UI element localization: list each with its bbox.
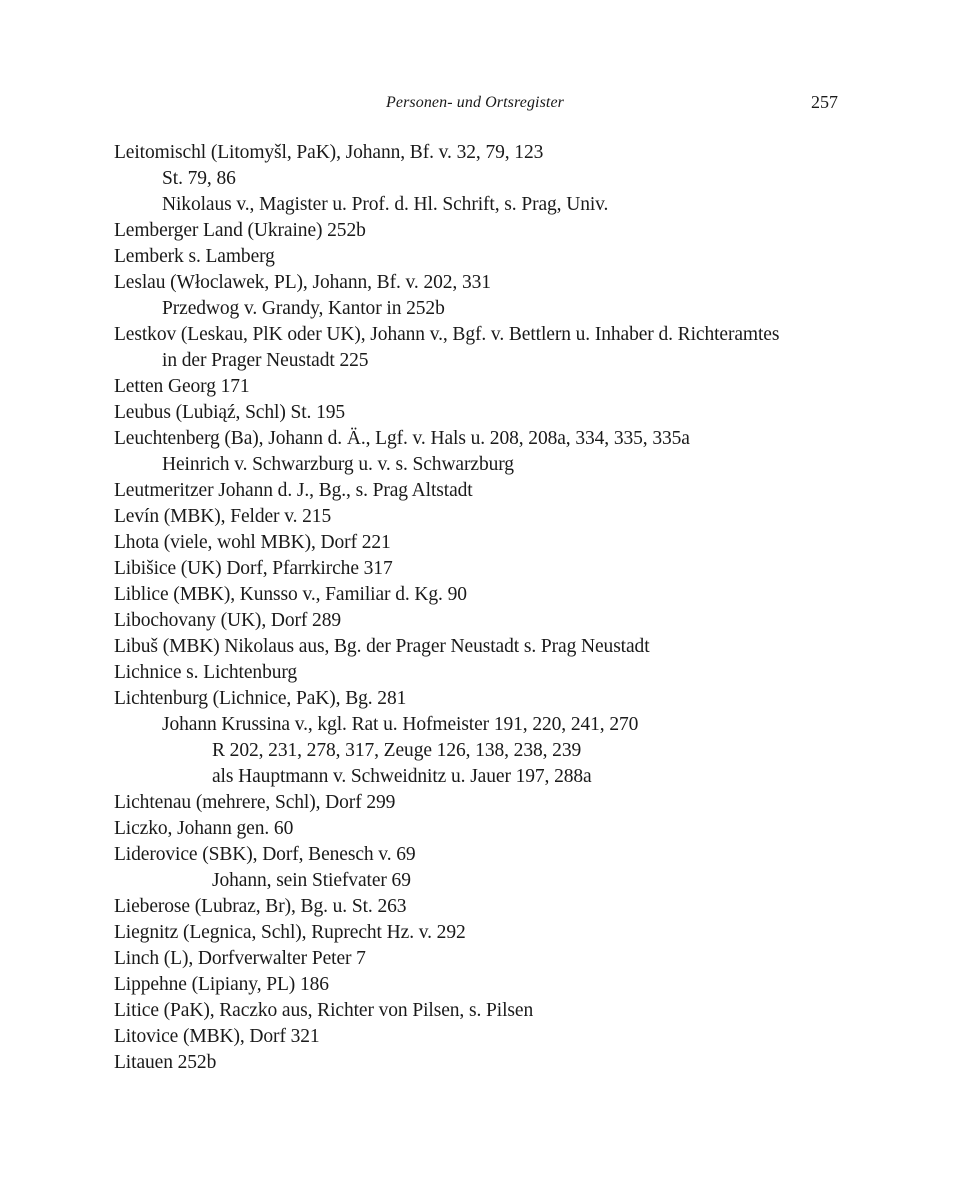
register-entry: Liegnitz (Legnica, Schl), Ruprecht Hz. v. 292 (114, 922, 466, 943)
register-entry: Lemberger Land (Ukraine) 252b (114, 220, 366, 241)
register-entry: Litauen 252b (114, 1052, 217, 1073)
register-entry: Levín (MBK), Felder v. 215 (114, 506, 332, 527)
register-subentry: R 202, 231, 278, 317, Zeuge 126, 138, 238, 239 (212, 740, 582, 761)
register-entry: Liderovice (SBK), Dorf, Benesch v. 69 (114, 844, 416, 865)
register-subentry: Johann, sein Stiefvater 69 (212, 870, 411, 891)
register-entry: Liblice (MBK), Kunsso v., Familiar d. Kg. 90 (114, 584, 467, 605)
register-entry: Lichtenburg (Lichnice, PaK), Bg. 281 (114, 688, 407, 709)
register-subentry: Heinrich v. Schwarzburg u. v. s. Schwarzburg (162, 454, 514, 475)
register-entry: Liczko, Johann gen. 60 (114, 818, 294, 839)
register-entry: Leitomischl (Litomyšl, PaK), Johann, Bf. v. 32, 79, 123 (114, 142, 544, 163)
register-entry: Lieberose (Lubraz, Br), Bg. u. St. 263 (114, 896, 407, 917)
register-entry: Lichnice s. Lichtenburg (114, 662, 298, 683)
register-entry: Letten Georg 171 (114, 376, 250, 397)
running-title: Personen- und Ortsregister (386, 94, 564, 111)
register-entry: Leslau (Włoclawek, PL), Johann, Bf. v. 202, 331 (114, 272, 491, 293)
register-entry: Lichtenau (mehrere, Schl), Dorf 299 (114, 792, 396, 813)
register-subentry: in der Prager Neustadt 225 (162, 350, 369, 371)
register-subentry: Nikolaus v., Magister u. Prof. d. Hl. Schrift, s. Prag, Univ. (162, 194, 609, 215)
register-entry: Leubus (Lubiąź, Schl) St. 195 (114, 402, 346, 423)
register-entry: Libochovany (UK), Dorf 289 (114, 610, 342, 631)
register-entry: Lippehne (Lipiany, PL) 186 (114, 974, 329, 995)
register-entry: Libišice (UK) Dorf, Pfarrkirche 317 (114, 558, 393, 579)
register-entry: Lemberk s. Lamberg (114, 246, 275, 267)
register-entry: Libuš (MBK) Nikolaus aus, Bg. der Prager Neustadt s. Prag Neustadt (114, 636, 650, 657)
register-subentry: Johann Krussina v., kgl. Rat u. Hofmeister 191, 220, 241, 270 (162, 714, 639, 735)
register-entry: Linch (L), Dorfverwalter Peter 7 (114, 948, 366, 969)
register-entry: Leuchtenberg (Ba), Johann d. Ä., Lgf. v. Hals u. 208, 208a, 334, 335, 335a (114, 428, 690, 449)
running-head (0, 94, 960, 118)
register-entry: Litice (PaK), Raczko aus, Richter von Pilsen, s. Pilsen (114, 1000, 534, 1021)
register-entry: Litovice (MBK), Dorf 321 (114, 1026, 320, 1047)
page-number: 257 (811, 92, 838, 112)
register-entry: Leutmeritzer Johann d. J., Bg., s. Prag Altstadt (114, 480, 473, 501)
register-list (114, 140, 844, 1076)
register-subentry: als Hauptmann v. Schweidnitz u. Jauer 197, 288a (212, 766, 592, 787)
register-entry: Lhota (viele, wohl MBK), Dorf 221 (114, 532, 391, 553)
register-subentry: St. 79, 86 (162, 168, 236, 189)
register-entry: Lestkov (Leskau, PlK oder UK), Johann v., Bgf. v. Bettlern u. Inhaber d. Richteramtes (114, 324, 780, 345)
register-subentry: Przedwog v. Grandy, Kantor in 252b (162, 298, 445, 319)
